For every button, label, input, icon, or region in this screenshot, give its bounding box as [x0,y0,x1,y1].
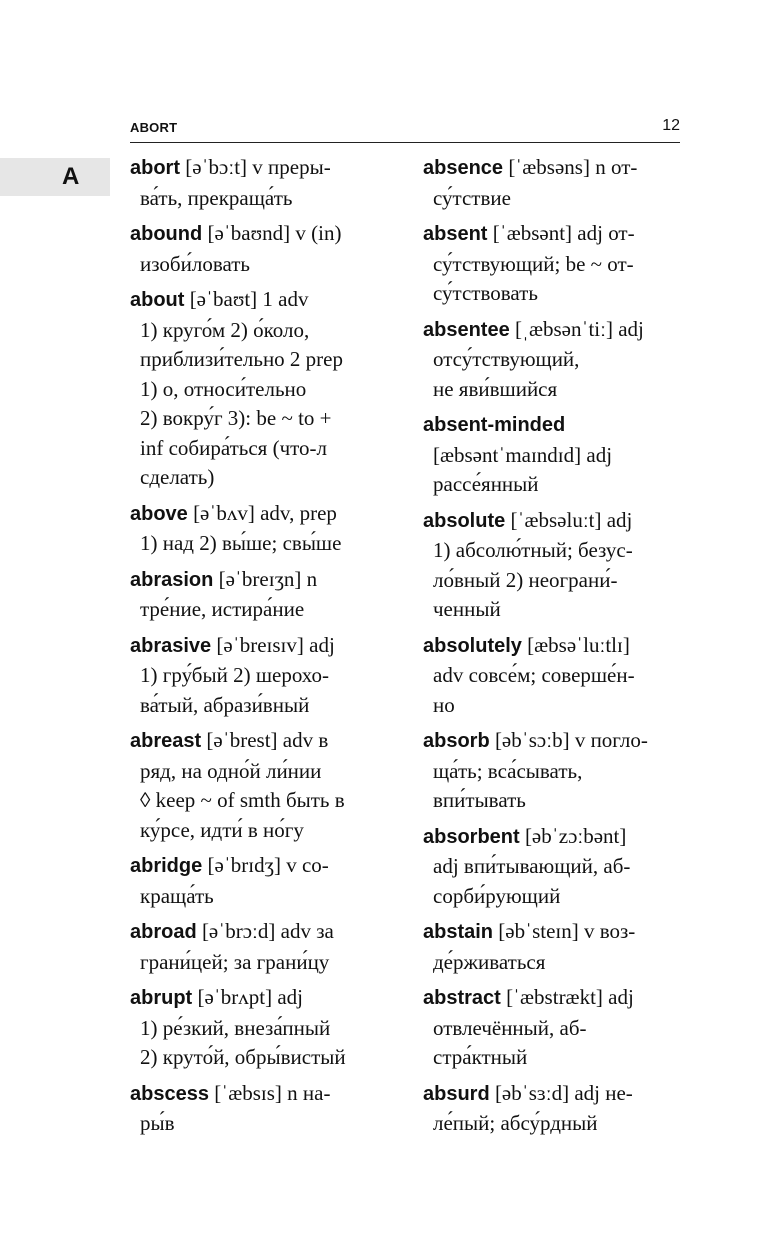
dictionary-entry [423,917,685,977]
entry-line: ва́тый, абрази́вный [140,692,310,717]
entry-first-line [130,983,402,1014]
headword: above [130,502,188,525]
dictionary-entry [423,726,685,816]
dictionary-entry [130,851,402,911]
running-head: ABORT [130,120,178,135]
entry-text: [əbˈsteɪn] v воз- [493,919,636,943]
entry-line: де́рживаться [433,949,546,974]
dictionary-entry [423,1079,685,1139]
headword: abrasion [130,568,214,591]
entry-first-line [130,917,402,948]
headword: abrasive [130,634,212,657]
entry-line: грани́цей; за грани́цу [140,949,330,974]
entry-first-line [423,726,685,757]
dictionary-entry [423,410,685,500]
entry-line: изоби́ловать [140,251,250,276]
entry-text: [əbˈzɔːbənt] [519,823,627,848]
entry-first-line [423,1079,685,1110]
headword: abort [130,157,180,179]
entry-line: впи́тывать [433,788,526,812]
headword: absent [423,223,488,245]
left-column [130,153,402,1145]
entry-first-line [130,565,402,596]
entry-line: ва́ть, прекраща́ть [140,185,293,210]
dictionary-entry [130,565,402,625]
headword: abound [130,223,203,245]
entry-line: су́тствующий; be ~ от- [433,251,634,276]
entry-line: adj впи́тывающий, аб- [433,854,631,878]
headword: abscess [130,1082,209,1105]
entry-line: 1) ре́зкий, внеза́пный [140,1015,331,1040]
dictionary-entry [423,153,685,213]
entry-text: [əˈbʌv] adv, prep [187,500,337,525]
entry-line: отсу́тствующий, [433,347,580,371]
entry-text: [əˈbaʊt] 1 adv [184,287,309,311]
entry-first-line [130,153,402,184]
entry-first-line [423,506,685,537]
dictionary-entry [423,315,685,405]
entry-line: 1) круго́м 2) о́коло, [140,317,310,342]
entry-line: 1) о, относи́тельно [140,376,307,401]
entry-line: ряд, на одно́й ли́нии [140,758,322,783]
entry-first-line [423,153,685,184]
entry-line: 2) вокру́г 3): be ~ to + [140,406,332,430]
entry-line: но [433,692,455,717]
headword: absolute [423,509,506,532]
section-tab [0,158,110,196]
entry-text: [ˈæbsəluːt] adj [505,507,633,532]
headword: absence [423,157,504,179]
entry-first-line [423,219,685,250]
entry-line: ◊ keep ~ of smth быть в [140,788,345,812]
entry-text: [əˈbɔːt] v преры- [180,155,331,179]
dictionary-entry [130,983,402,1073]
entry-first-line [130,219,402,250]
headword: absurd [423,1082,490,1105]
entry-text: [əˈbrɪdʒ] v со- [202,853,329,877]
entry-line: ло́вный 2) неограни́- [433,567,618,592]
entry-first-line [423,410,685,441]
headword: abrupt [130,987,193,1009]
dictionary-entry [423,506,685,625]
entry-line: рассе́янный [433,472,539,496]
entry-line: ры́в [140,1111,175,1135]
entry-line: приблизи́тельно 2 prep [140,347,343,371]
entry-line: 1) абсолю́тный; безус- [433,538,633,562]
entry-first-line [423,983,685,1014]
dictionary-entry [130,631,402,721]
entry-text: [ˈæbsəns] n от- [503,155,638,179]
entry-text: [ˈæbstrækt] adj [500,985,634,1009]
entry-line: ле́пый; абсу́рдный [433,1111,598,1135]
entry-first-line [423,315,685,346]
dictionary-entry [130,285,402,493]
header-rule [130,142,680,143]
dictionary-entry [130,153,402,213]
entry-text: [əˈbreɪsɪv] adj [211,632,335,657]
entry-first-line [130,631,402,662]
entry-first-line [130,499,402,530]
entry-line: ченный [433,597,501,621]
entry-line: краща́ть [140,883,214,908]
entry-first-line [130,851,402,882]
entry-first-line [130,285,402,316]
headword: abstract [423,987,501,1009]
entry-line: су́тствовать [433,281,538,305]
headword: absorbent [423,825,520,848]
entry-text: [əˈbrɔːd] adv за [196,919,334,943]
headword: abstain [423,921,494,943]
entry-line: сделать) [140,465,215,489]
entry-line: су́тствие [433,185,511,210]
entry-line: [æbsəntˈmaɪndɪd] adj [433,442,613,467]
entry-line: 1) гру́бый 2) шерохо- [140,663,329,687]
headword: absentee [423,318,510,341]
entry-text: [əˈbreɪʒn] n [213,566,318,591]
entry-text: [əbˈsɜːd] adj не- [489,1080,633,1105]
dictionary-entry [423,631,685,721]
section-letter: A [62,163,80,190]
entry-line: inf собира́ться (что-л [140,435,328,460]
entry-line: не яви́вшийся [433,376,558,401]
dictionary-entry [423,219,685,309]
page-number: 12 [662,117,680,134]
entry-line: сорби́рующий [433,883,561,908]
entry-text: [ˌæbsənˈtiː] adj [509,316,644,341]
dictionary-entry [130,219,402,279]
dictionary-entry [423,983,685,1073]
dictionary-entry [423,822,685,912]
entry-text: [əˈbaʊnd] v (in) [202,221,342,245]
dictionary-entry [130,499,402,559]
entry-first-line [130,1079,402,1110]
entry-text: [æbsəˈluːtlɪ] [521,632,630,657]
entry-line: стра́ктный [433,1045,528,1069]
headword: abridge [130,855,203,877]
dictionary-entry [130,726,402,845]
entry-line: adv совсе́м; соверше́н- [433,663,635,687]
entry-text: [ˈæbsɪs] n на- [208,1080,331,1105]
right-column [423,153,685,1145]
entry-text: [əˈbrʌpt] adj [192,985,304,1009]
dictionary-entry [130,1079,402,1139]
entry-text: [əbˈsɔːb] v погло- [489,728,648,752]
headword: absent-minded [423,414,566,436]
entry-line: 2) круто́й, обры́вистый [140,1045,346,1069]
entry-line: ку́рсе, идти́ в но́гу [140,817,304,842]
headword: absorb [423,730,490,752]
entry-first-line [130,726,402,757]
entry-line: ща́ть; вса́сывать, [433,758,583,783]
entry-first-line [423,631,685,662]
entry-line: тре́ние, истира́ние [140,597,305,621]
entry-text: [əˈbrest] adv в [201,728,329,752]
entry-text: [ˈæbsənt] adj от- [487,221,635,245]
entry-first-line [423,822,685,853]
entry-line: отвлечённый, аб- [433,1015,587,1040]
headword: abreast [130,730,202,752]
dictionary-entry [130,917,402,977]
headword: abroad [130,921,197,943]
headword: absolutely [423,634,522,657]
entry-line: 1) над 2) вы́ше; свы́ше [140,531,342,555]
headword: about [130,289,185,311]
entry-first-line [423,917,685,948]
